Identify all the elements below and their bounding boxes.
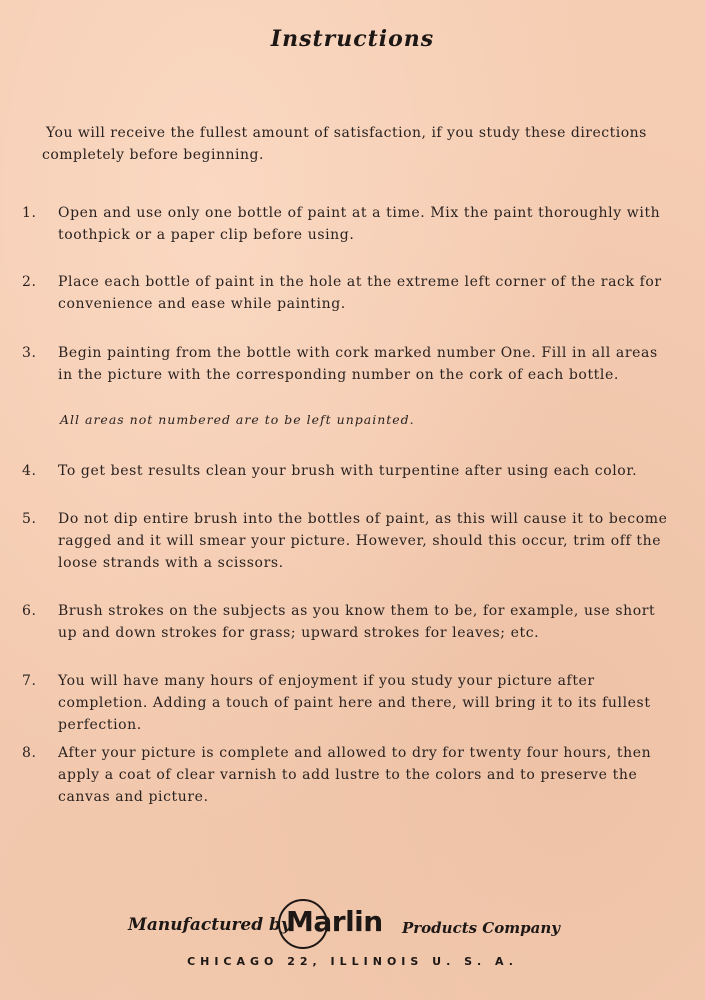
item-text: Brush strokes on the subjects as you know them to be, for example, use short up and down strokes for grass; upward strokes for leaves; etc. [58,603,656,641]
brand-name: Marlin [286,905,383,938]
list-item [22,202,677,246]
list-item [22,742,677,808]
item-number: 1. [22,205,37,221]
item-number: 2. [22,274,37,290]
item-number: 4. [22,463,37,479]
item-number: 3. [22,345,37,361]
company-label: Products Company [402,919,560,937]
footer [0,895,705,968]
manufactured-by-label: Manufactured by [128,915,291,935]
item-text: Open and use only one bottle of paint at a time. Mix the paint thoroughly with toothpick or a paper clip before using. [58,205,661,243]
item-text: Place each bottle of paint in the hole at the extreme left corner of the rack for convenience and ease while painting. [58,274,662,312]
item-number: 5. [22,511,37,527]
list-item [22,271,677,315]
item-text: Do not dip entire brush into the bottles of paint, as this will cause it to become ragged and it will smear your picture. However, should this occur, trim off the loose strands with a scissors. [58,511,668,571]
item-number: 7. [22,673,37,689]
item-text: To get best results clean your brush with turpentine after using each color. [58,463,638,479]
list-item [22,600,677,644]
intro-paragraph: You will receive the fullest amount of satisfaction, if you study these directions completely before beginning. [42,125,647,163]
list-item [22,670,677,736]
page-title: Instructions [270,26,435,52]
item-text: You will have many hours of enjoyment if you study your picture after completion. Adding a touch of paint here and there, will bring it to its fullest perfection. [58,673,651,733]
company-address: CHICAGO 22, ILLINOIS U. S. A. [187,955,518,968]
item-number: 6. [22,603,37,619]
list-item [22,342,677,386]
unpainted-note: All areas not numbered are to be left unpainted. [60,412,415,427]
marlin-logo [276,897,402,951]
item-number: 8. [22,745,37,761]
list-item [22,460,677,482]
list-item [22,508,677,574]
item-text: After your picture is complete and allowed to dry for twenty four hours, then apply a coat of clear varnish to add lustre to the colors and to preserve the canvas and picture. [58,745,652,805]
item-text: Begin painting from the bottle with cork marked number One. Fill in all areas in the picture with the corresponding number on the cork of each bottle. [58,345,658,383]
